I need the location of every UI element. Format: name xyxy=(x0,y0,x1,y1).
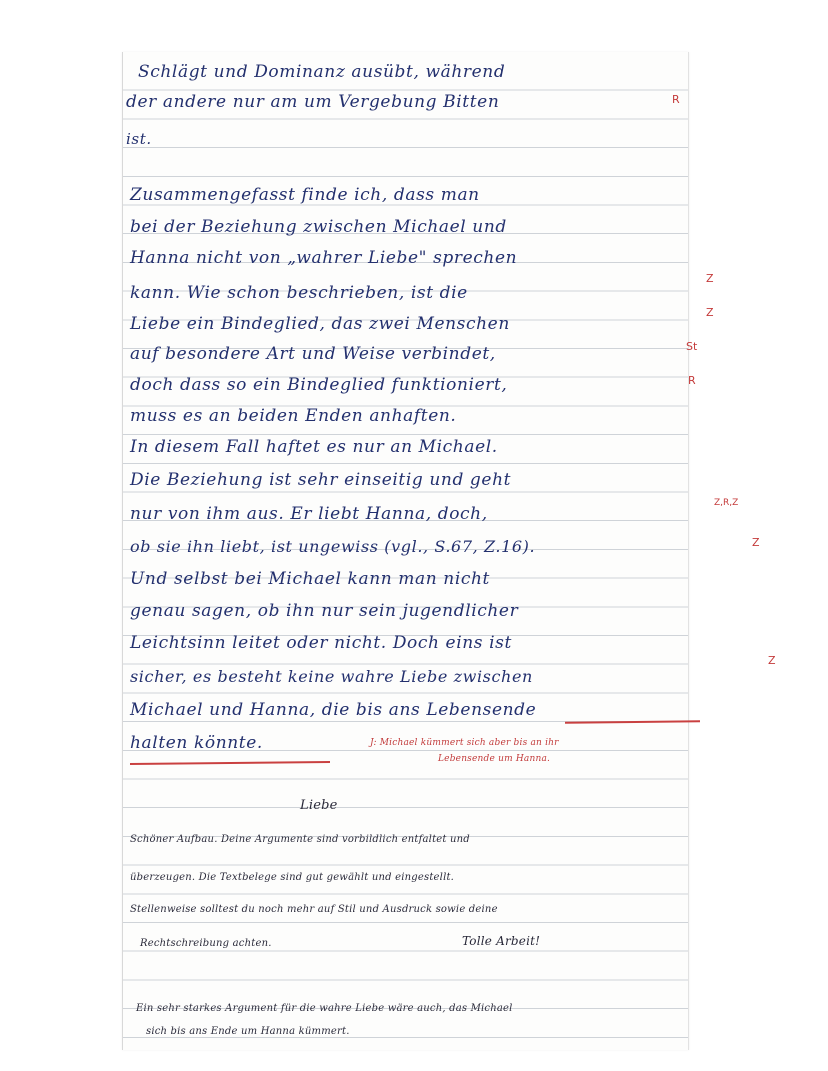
essay-line: ob sie ihn liebt, ist ungewiss (vgl., S.67, Z.16). xyxy=(130,537,536,556)
margin-mark: St xyxy=(686,340,698,353)
essay-line: Leichtsinn leitet oder nicht. Doch eins ist xyxy=(130,633,512,653)
comment-closing: Tolle Arbeit! xyxy=(462,934,541,948)
margin-mark: Z,R,Z xyxy=(714,498,739,508)
comment-greeting: Liebe xyxy=(300,798,338,813)
essay-line: kann. Wie schon beschrieben, ist die xyxy=(130,283,468,303)
essay-line: halten könnte. xyxy=(130,733,263,753)
margin-mark: Z xyxy=(706,272,714,285)
essay-line: sicher, es besteht keine wahre Liebe zwischen xyxy=(130,667,533,686)
essay-line: ist. xyxy=(126,130,152,148)
essay-line: Und selbst bei Michael kann man nicht xyxy=(130,569,490,589)
inline-correction-note: J: Michael kümmert sich aber bis an ihr xyxy=(370,738,559,748)
essay-line: doch dass so ein Bindeglied funktioniert, xyxy=(130,375,508,395)
comment-line: Schöner Aufbau. Deine Argumente sind vorbildlich entfaltet und xyxy=(130,834,470,845)
essay-line: In diesem Fall haftet es nur an Michael. xyxy=(130,437,498,457)
margin-mark: Z xyxy=(706,306,714,319)
margin-mark: R xyxy=(688,374,696,387)
essay-line: Die Beziehung ist sehr einseitig und geht xyxy=(130,470,512,490)
inline-correction-note: Lebensende um Hanna. xyxy=(438,754,551,764)
margin-mark: R xyxy=(672,93,680,106)
essay-line: Zusammengefasst finde ich, dass man xyxy=(130,185,480,205)
comment-line: Stellenweise solltest du noch mehr auf Stil und Ausdruck sowie deine xyxy=(130,904,498,915)
essay-line: bei der Beziehung zwischen Michael und xyxy=(130,217,507,237)
essay-line: nur von ihm aus. Er liebt Hanna, doch, xyxy=(130,504,488,524)
essay-line: Schlägt und Dominanz ausübt, während xyxy=(138,62,506,82)
essay-line: Liebe ein Bindeglied, das zwei Menschen xyxy=(130,314,510,334)
essay-line: auf besondere Art und Weise verbindet, xyxy=(130,344,496,364)
essay-line: der andere nur am um Vergebung Bitten xyxy=(126,92,500,112)
margin-mark: Z xyxy=(752,536,760,549)
footer-note-line: Ein sehr starkes Argument für die wahre Liebe wäre auch, das Michael xyxy=(136,1003,513,1014)
comment-line: überzeugen. Die Textbelege sind gut gewählt und eingestellt. xyxy=(130,872,455,883)
margin-mark: Z xyxy=(768,654,776,667)
comment-line: Rechtschreibung achten. xyxy=(140,938,272,949)
essay-line: genau sagen, ob ihn nur sein jugendlicher xyxy=(130,601,519,621)
footer-note-line: sich bis ans Ende um Hanna kümmert. xyxy=(146,1026,350,1037)
essay-line: Hanna nicht von „wahrer Liebe" sprechen xyxy=(130,248,518,268)
essay-line: muss es an beiden Enden anhaften. xyxy=(130,406,457,426)
essay-line: Michael und Hanna, die bis ans Lebensende xyxy=(130,700,537,720)
